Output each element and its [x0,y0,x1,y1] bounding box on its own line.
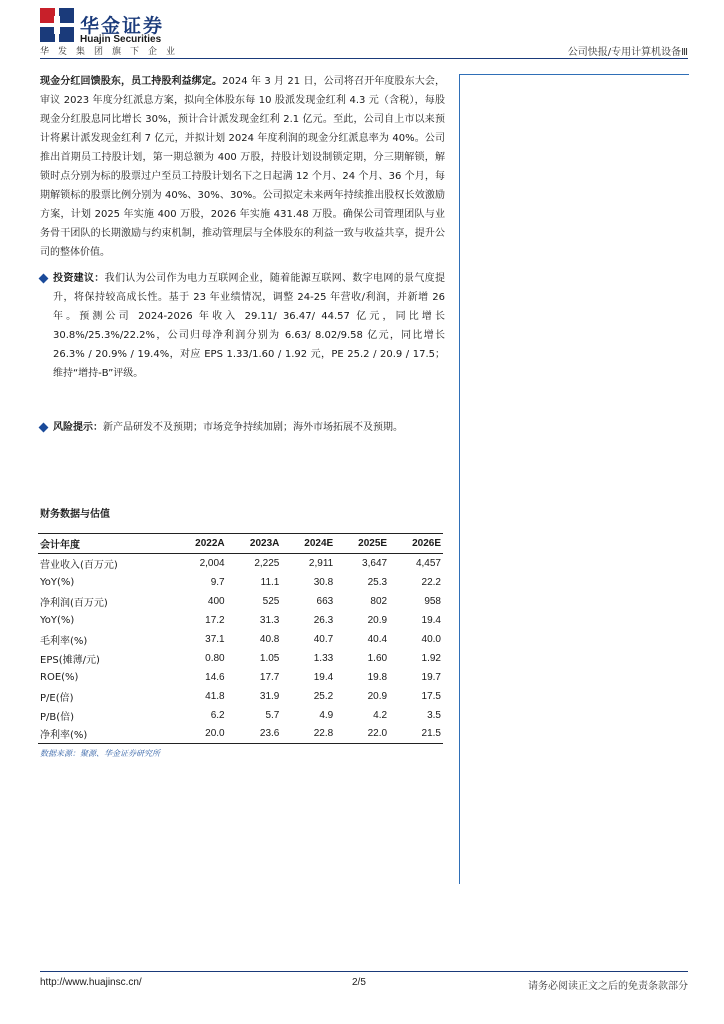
row-label: YoY(%) [40,576,75,588]
bullet-diamond-icon [39,423,49,433]
sidebar-divider [459,74,460,884]
financial-table [38,533,443,744]
table-cell: 22.8 [281,725,335,744]
table-cell: 1.05 [259,652,280,664]
column-header: 2024E [281,534,335,554]
row-label: 净利率(%) [38,725,172,744]
dividend-paragraph [40,72,445,262]
page-header [40,8,688,64]
dividend-text: 2024 年 3 月 21 日，公司将召开年度股东大会，审议 2023 年度分红派息方案，拟向全体股东每 10 股派发现金红利 4.3 元（含税），每股现金分红股息同比增长 30%，预计合计派发现金红利 2.1 亿元。至此，公司自上市以来预计将累计派发现金红利 7 亿元，并拟计划 2024 年度利润的现金分红派息率为 40%。公司推出首期员工持股计划，第一期总额为 400 万股，持股计划设制锁定期，分三期解锁，解锁时点分别为标的股票过户至员工持股计划名下之日起满 12 个月、24 个月、36 个月，每期解锁标的股票比例分别为 40%、30%、30%。公司拟定未来两年持续推出股权长效激励方案，计划 2025 年实施 400 万股，2026 年实施 431.48 万股。确保公司管理团队与业务骨干团队的长期激励与约束机制，推动管理层与全体股东的利益一致与收益共享，提升公司的整体价值。 [40,76,446,258]
table-cell: 40.4 [367,633,388,645]
table-cell: 31.3 [259,614,280,626]
investment-advice-paragraph [40,269,445,383]
risk-label: 风险提示： [53,422,103,433]
table-cell: 40.7 [313,633,334,645]
report-breadcrumb: 公司快报/专用计算机设备Ⅲ [567,47,688,58]
table-cell: 19.4 [313,671,334,683]
column-header: 2022A [172,534,227,554]
table-cell: 17.7 [259,671,280,683]
table-cell: 31.9 [259,690,280,702]
table-cell: 41.8 [205,690,225,702]
row-label: ROE(%) [40,671,79,683]
row-label: YoY(%) [40,614,75,626]
column-header: 2025E [335,534,389,554]
table-cell: 23.6 [227,725,282,744]
table-cell: 17.2 [205,614,225,626]
table-cell: 30.8 [313,576,334,588]
sidebar-top-rule [459,74,689,75]
table-cell: 40.8 [259,633,280,645]
table-cell: 22.0 [335,725,389,744]
table-cell: 40.0 [421,633,441,645]
table-cell: 2,911 [308,557,334,569]
table-cell: 37.1 [205,633,225,645]
company-name-cn: 华金证券 [80,15,165,37]
risk-text: 新产品研发不及预期；市场竞争持续加剧；海外市场拓展不及预期。 [103,422,403,433]
dividend-heading: 现金分红回馈股东，员工持股利益绑定。 [40,76,223,87]
table-cell: 2,004 [199,557,225,569]
table-cell: 11.1 [260,576,280,588]
table-cell: 25.2 [313,690,334,702]
table-cell: 3,647 [362,557,388,569]
table-cell: 19.4 [421,614,441,626]
huajin-logo-icon [40,8,74,42]
table-row [38,592,443,611]
table-row [38,725,443,744]
table-cell: 5.7 [265,709,280,721]
table-row [38,649,443,668]
table-cell: 3.5 [427,709,441,721]
table-row [38,687,443,706]
table-cell: 20.9 [367,690,388,702]
column-header: 2026E [389,534,443,554]
table-cell: 663 [316,595,334,607]
table-cell: 20.9 [367,614,388,626]
footer-url-link[interactable]: http://www.huajinsc.cn/ [40,977,142,988]
row-label: 净利润(百万元) [40,597,108,609]
data-source-note: 数据来源：聚源、华金证券研究所 [40,749,160,758]
table-row [38,573,443,592]
table-body [38,554,443,744]
table-cell: 22.2 [421,576,441,588]
table-cell: 25.3 [367,576,388,588]
disclaimer-note: 请务必阅读正文之后的免责条款部分 [528,981,688,992]
page-number: 2/5 [352,977,366,988]
table-title: 财务数据与估值 [40,509,110,520]
table-header-row [38,534,443,554]
table-cell: 1.33 [313,652,334,664]
table-cell: 21.5 [389,725,443,744]
column-header: 会计年度 [38,534,172,554]
row-label: P/E(倍) [40,692,74,704]
row-label: P/B(倍) [40,711,75,723]
row-label: 毛利率(%) [40,635,88,647]
row-label: 营业收入(百万元) [40,559,118,571]
table-cell: 26.3 [313,614,334,626]
company-name-en: Huajin Securities [80,34,162,45]
bullet-diamond-icon [39,274,49,284]
table-row [38,668,443,687]
table-cell: 9.7 [210,576,225,588]
report-body [40,72,445,437]
table-cell: 0.80 [205,652,225,664]
company-slogan: 华发集团旗下企业 [40,47,185,57]
table-cell: 19.8 [367,671,388,683]
table-cell: 4,457 [415,557,441,569]
table-cell: 17.5 [421,690,441,702]
table-cell: 1.60 [367,652,388,664]
table-cell: 4.9 [319,709,334,721]
table-cell: 20.0 [172,725,227,744]
table-row [38,706,443,725]
table-cell: 6.2 [210,709,225,721]
table-cell: 802 [370,595,388,607]
table-cell: 525 [262,595,280,607]
risk-paragraph [40,418,445,437]
row-label: EPS(摊薄/元) [40,654,100,666]
table-row [38,554,443,573]
table-cell: 1.92 [421,652,441,664]
table-cell: 19.7 [421,671,441,683]
table-cell: 2,225 [254,557,280,569]
table-cell: 4.2 [373,709,388,721]
table-row [38,611,443,630]
footer-divider [40,971,688,972]
column-header: 2023A [227,534,282,554]
advice-label: 投资建议： [53,273,105,284]
table-cell: 400 [207,595,225,607]
advice-text: 我们认为公司作为电力互联网企业，随着能源互联网、数字电网的景气度提升，将保持较高成长性。基于 23 年业绩情况，调整 24-25 年营收/利润，并新增 26 年。预测公司 2024-2026 年收入 29.11/ 36.47/ 44.57 亿元，同比增长 30.8%/25.3%/22.2%，公司归母净利润分别为 6.63/ 8.02/9.58 亿元，同比增长 26.3% / 20.9% / 19.4%，对应 EPS 1.33/1.60 / 1.92 元，PE 25.2 / 20.9 / 17.5；维持“增持-B”评级。 [53,273,446,379]
table-cell: 958 [424,595,441,607]
table-row [38,630,443,649]
header-divider [40,58,688,59]
table-cell: 14.6 [205,671,225,683]
